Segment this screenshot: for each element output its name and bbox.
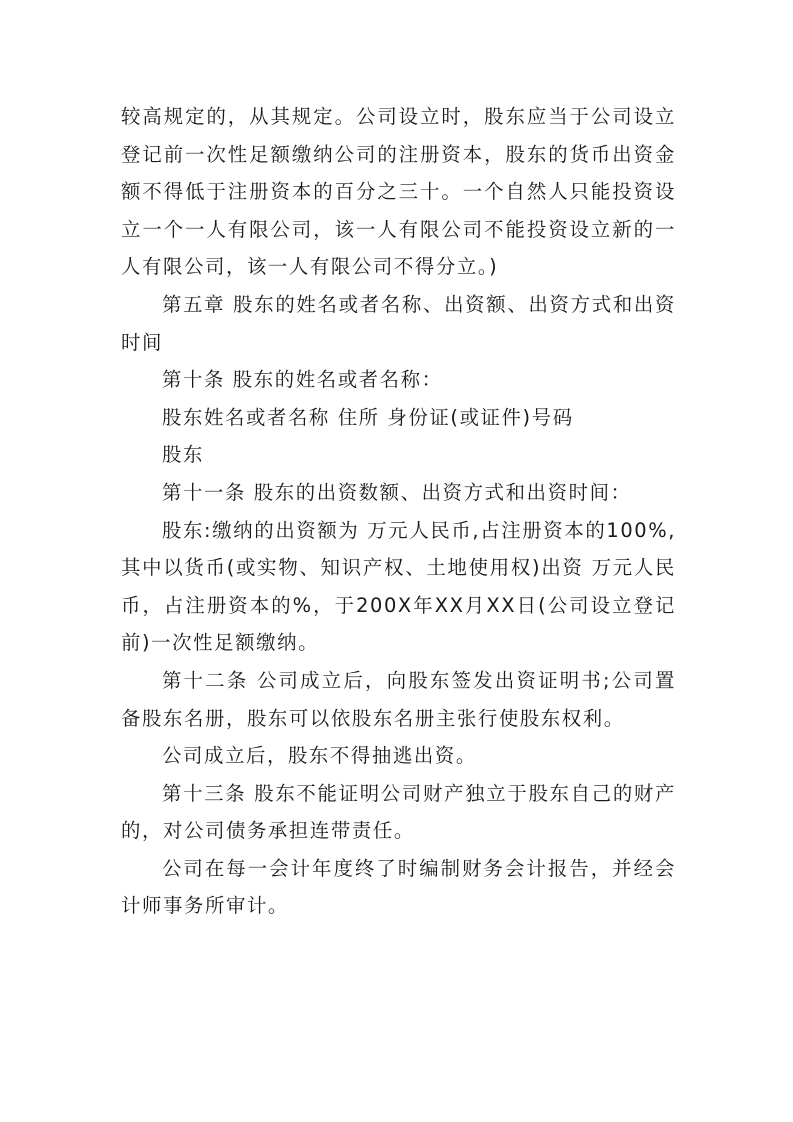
- article-ten: 第十条 股东的姓名或者名称：: [162, 368, 443, 392]
- article-eleven: 第十一条 股东的出资数额、出资方式和出资时间：: [162, 480, 632, 504]
- contribution-details: 股东:缴纳的出资额为 万元人民币,占注册资本的100%,其中以货币(或实物、知识产权、土地使用权)出资 万元人民币，占注册资本的%，于200X年XX月XX日(公司设立登记前)一次性足额缴纳。: [121, 518, 676, 655]
- paragraph-continuation: 较高规定的，从其规定。公司设立时，股东应当于公司设立登记前一次性足额缴纳公司的注册资本，股东的货币出资金额不得低于注册资本的百分之三十。一个自然人只能投资设立一个一人有限公司，该一人有限公司不能投资设立新的一人有限公司，该一人有限公司不得分立。): [121, 105, 676, 279]
- article-twelve: 第十二条 公司成立后，向股东签发出资证明书;公司置备股东名册，股东可以依股东名册主张行使股东权利。: [121, 668, 676, 730]
- article-thirteen: 第十三条 股东不能证明公司财产独立于股东自己的财产的，对公司债务承担连带责任。: [121, 781, 676, 843]
- financial-report-clause: 公司在每一会计年度终了时编制财务会计报告，并经会计师事务所审计。: [121, 856, 676, 918]
- shareholder-label: 股东: [162, 443, 204, 467]
- shareholder-table-header: 股东姓名或者名称 住所 身份证(或证件)号码: [162, 405, 574, 429]
- chapter-five-heading: 第五章 股东的姓名或者名称、出资额、出资方式和出资时间: [121, 292, 676, 354]
- document-body: [121, 98, 676, 925]
- no-withdrawal-clause: 公司成立后，股东不得抽逃出资。: [162, 744, 477, 768]
